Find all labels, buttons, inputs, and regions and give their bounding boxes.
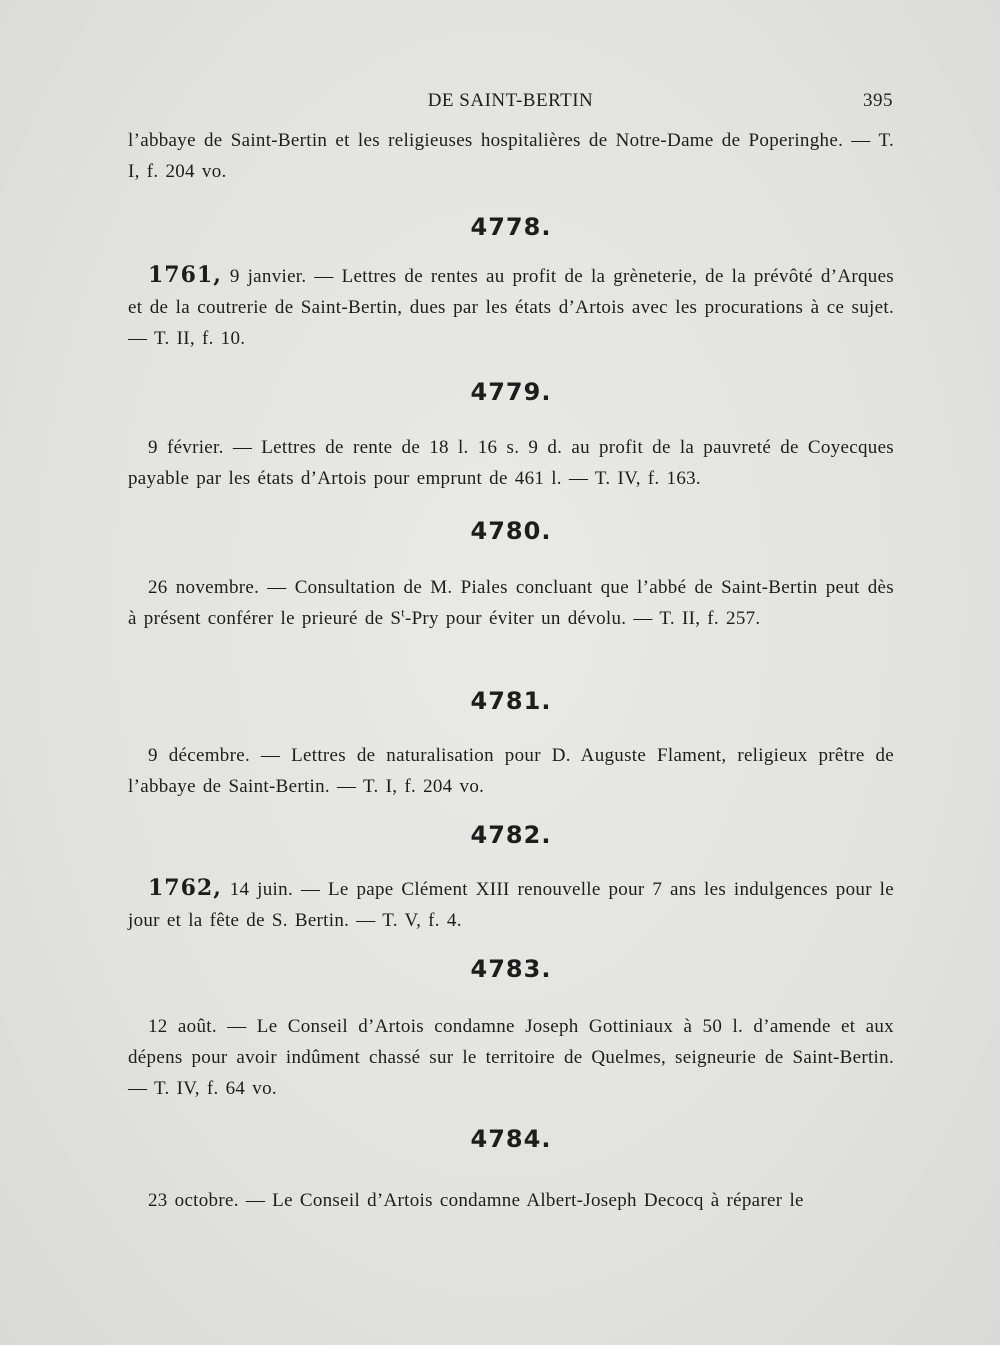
entry-number-4780: 4780. [470,517,552,545]
entry-text-4779: 9 février. — Lettres de rente de 18 l. 16 s. 9 d. au profit de la pauvreté de Coyecques payable par les états d’Artois pour emprunt de 461 l. — T. IV, f. 163. [128,437,894,489]
running-head [128,90,893,116]
running-head-title: DE SAINT-BERTIN [427,90,594,111]
entry-year: 1761, [148,262,222,288]
entry-body: 9 janvier. — Lettres de rentes au profit de la grèneterie, de la prévôté d’Arques et de la coutrerie de Saint-Bertin, dues par les états d’Artois avec les procurations à ce sujet. — T. II, f. 10. [128,266,894,349]
entry-number-4783: 4783. [470,955,552,983]
entry-text-4780 [128,572,894,634]
entry-number-4779: 4779. [470,378,552,406]
entry-year: 1762, [148,875,222,901]
continuation-paragraph: l’abbaye de Saint-Bertin et les religieuses hospitalières de Notre-Dame de Poperinghe. — T. I, f. 204 vo. [128,130,894,182]
entry-number-4781: 4781. [470,687,552,715]
page-number: 395 [863,90,893,111]
entry-text-4783: 12 août. — Le Conseil d’Artois condamne Joseph Gottiniaux à 50 l. d’amende et aux dépens pour avoir indûment chassé sur le territoire de Quelmes, seigneurie de Saint-Bertin. — T. IV, f. 64 vo. [128,1016,894,1099]
entry-number-4778: 4778. [470,213,552,241]
entry-body: 26 novembre. — Consultation de M. Piales concluant que l’abbé de Saint-Bertin peut dès à présent conférer le prieuré de S [128,577,894,629]
entry-number-4782: 4782. [470,821,552,849]
entry-body-cont: -Pry pour éviter un dévolu. — T. II, f. 257. [404,608,761,629]
entry-text-4778 [128,260,894,354]
entry-text-4782 [128,873,894,936]
superscript: t [401,605,405,620]
entry-body: 14 juin. — Le pape Clément XIII renouvelle pour 7 ans les indulgences pour le jour et la fête de S. Bertin. — T. V, f. 4. [128,879,894,931]
entry-text-4781: 9 décembre. — Lettres de naturalisation pour D. Auguste Flament, religieux prêtre de l’abbaye de Saint-Bertin. — T. I, f. 204 vo. [128,745,894,797]
entry-text-4784: 23 octobre. — Le Conseil d’Artois condamne Albert-Joseph Decocq à réparer le [148,1190,804,1211]
entry-number-4784: 4784. [470,1125,552,1153]
